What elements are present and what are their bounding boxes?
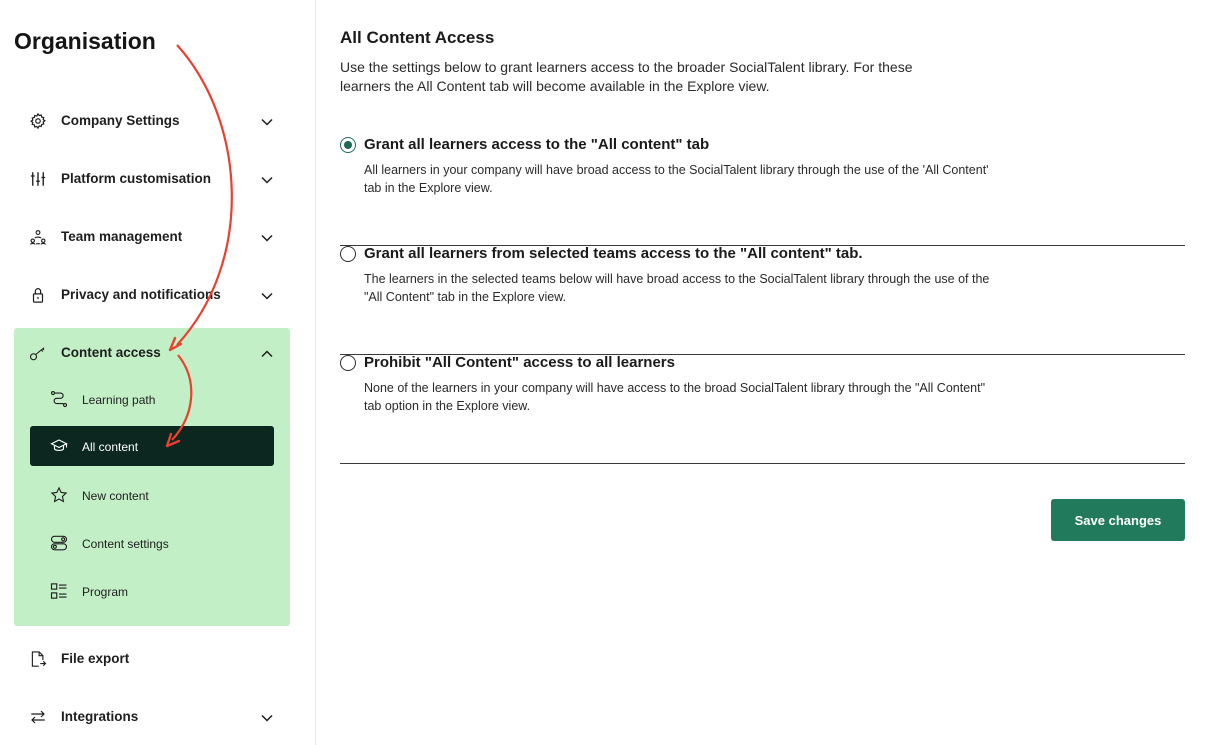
access-option-all-learners xyxy=(340,137,1185,246)
chevron-down-icon xyxy=(260,289,274,303)
gear-icon xyxy=(29,112,47,130)
option-radio[interactable] xyxy=(340,246,356,262)
sidebar-subitem-label: Content settings xyxy=(82,537,169,551)
sidebar-subitem-program[interactable] xyxy=(30,571,274,611)
option-description: All learners in your company will have broad access to the SocialTalent library through the use of the 'All Content' tab in the Explore view. xyxy=(364,163,989,195)
sidebar-item-content-access[interactable] xyxy=(14,333,290,373)
chevron-down-icon xyxy=(260,711,274,725)
list-icon xyxy=(50,582,68,600)
page-title: All Content Access xyxy=(340,28,495,47)
team-icon xyxy=(29,228,47,246)
file-export-icon xyxy=(29,650,47,668)
lock-icon xyxy=(29,286,47,304)
access-option-prohibit xyxy=(340,355,1185,464)
chevron-up-icon xyxy=(260,347,274,361)
key-icon xyxy=(29,344,47,362)
sidebar-item-file-export[interactable] xyxy=(14,639,290,679)
settings-sidebar xyxy=(0,0,316,745)
chevron-down-icon xyxy=(260,115,274,129)
chevron-down-icon xyxy=(260,173,274,187)
option-radio[interactable] xyxy=(340,137,356,153)
sidebar-item-label: Privacy and notifications xyxy=(61,287,221,302)
sidebar-subitem-label: New content xyxy=(82,489,149,503)
access-option-selected-teams xyxy=(340,246,1185,355)
option-description: None of the learners in your company will have access to the broad SocialTalent library through the "All Content" tab option in the Explore view. xyxy=(364,381,986,413)
sidebar-subitem-content-settings[interactable] xyxy=(30,523,274,563)
option-title: Grant all learners from selected teams access to the "All content" tab. xyxy=(364,245,863,262)
option-radio[interactable] xyxy=(340,355,356,371)
sidebar-subitem-all-content[interactable] xyxy=(30,426,274,466)
save-changes-button[interactable]: Save changes xyxy=(1051,499,1185,541)
sidebar-item-platform-customisation[interactable] xyxy=(14,159,290,199)
path-icon xyxy=(50,390,68,408)
option-title: Prohibit "All Content" access to all learners xyxy=(364,354,675,371)
sidebar-item-integrations[interactable] xyxy=(14,697,290,737)
sidebar-subitem-label: Learning path xyxy=(82,393,156,407)
sidebar-item-label: Content access xyxy=(61,345,161,360)
chevron-down-icon xyxy=(260,231,274,245)
sidebar-item-label: Company Settings xyxy=(61,113,180,128)
sliders-icon xyxy=(29,170,47,188)
sidebar-item-label: Integrations xyxy=(61,709,139,724)
toggle-icon xyxy=(50,534,68,552)
option-description: The learners in the selected teams below will have broad access to the SocialTalent library through the use of the "All Content" tab in the Explore view. xyxy=(364,272,990,304)
sidebar-subitem-label: All content xyxy=(82,440,139,454)
sidebar-item-label: Platform customisation xyxy=(61,171,212,186)
sidebar-subitem-label: Program xyxy=(82,585,129,599)
sidebar-item-privacy-notifications[interactable] xyxy=(14,275,290,315)
arrows-icon xyxy=(29,708,47,726)
sidebar-subitem-learning-path[interactable] xyxy=(30,379,274,419)
page-description: Use the settings below to grant learners access to the broader SocialTalent library. For these learners the All Content tab will become available in the Explore view. xyxy=(340,59,913,94)
graduation-cap-icon xyxy=(50,437,68,455)
sidebar-item-label: File export xyxy=(61,651,130,666)
sidebar-subitem-new-content[interactable] xyxy=(30,475,274,515)
star-icon xyxy=(50,486,68,504)
sidebar-item-label: Team management xyxy=(61,229,183,244)
sidebar-item-team-management[interactable] xyxy=(14,217,290,257)
sidebar-item-company-settings[interactable] xyxy=(14,101,290,141)
sidebar-title: Organisation xyxy=(14,28,156,54)
option-title: Grant all learners access to the "All content" tab xyxy=(364,136,710,153)
